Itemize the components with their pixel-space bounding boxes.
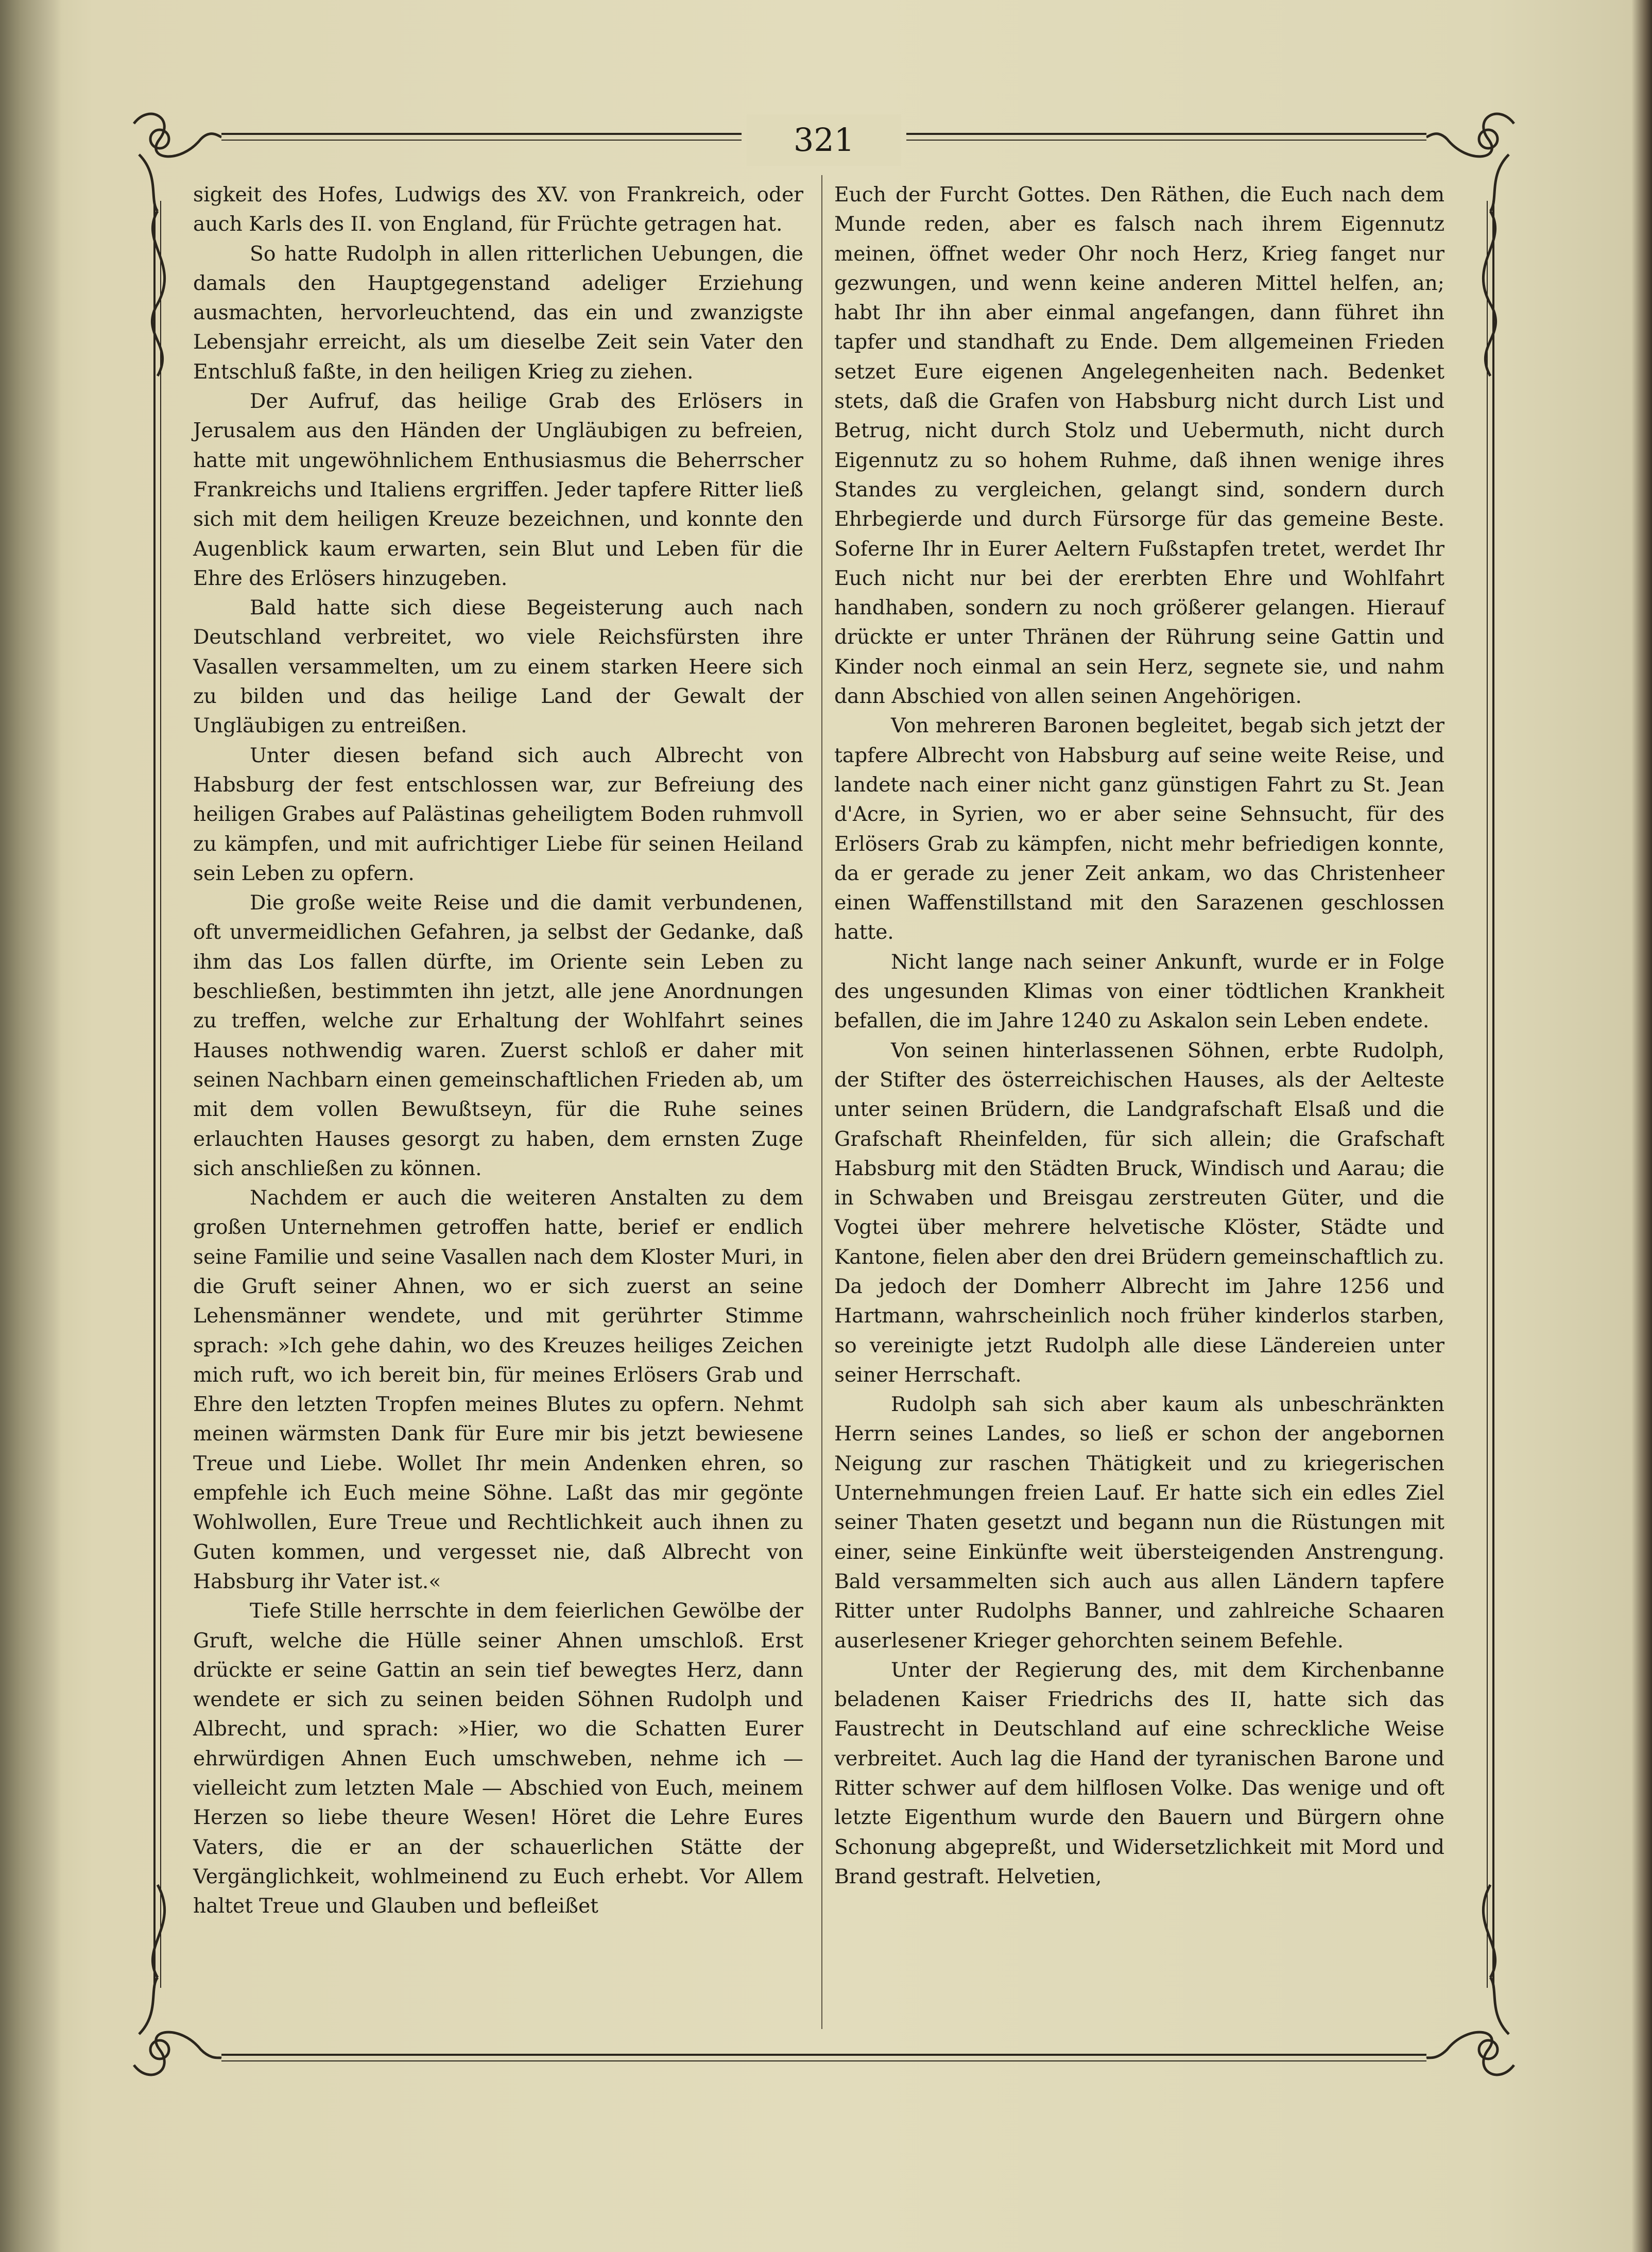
paragraph: Tiefe Stille herrschte in dem feierlichen Gewölbe der Gruft, welche die Hülle seiner Ahnen umschloß. Erst drückte er seine Gattin an sein tief bewegtes Herz, dann wendete er sich zu seinen beiden Söhnen Rudolph und Albrecht, und sprach: »Hier, wo die Schatten Eurer ehrwürdigen Ahnen Euch umschweben, nehme ich — vielleicht zum letzten Male — Abschied von Euch, meinem Herzen so liebe theure Wesen! Höret die Lehre Eures Vaters, die er an der schauerlichen Stätte der Vergänglichkeit, wohlmeinend zu Euch erhebt. Vor Allem haltet Treue und Glauben und befleißet: [193, 1600, 803, 1918]
paragraph: Unter der Regierung des, mit dem Kirchenbanne beladenen Kaiser Friedrichs des II, hatte sich das Faustrecht in Deutschland auf eine schreckliche Weise verbreitet. Auch lag die Hand der tyranischen Barone und Ritter schwer auf dem hilflosen Volke. Das wenige und oft letzte Eigenthum wurde den Bauern und Bürgern ohne Schonung abgepreßt, und Widersetzlichkeit mit Mord und Brand gestraft. Helvetien,: [834, 1658, 1444, 1888]
right-column: [834, 180, 1444, 2008]
paragraph: Von seinen hinterlassenen Söhnen, erbte Rudolph, der Stifter des österreichischen Hauses, als der Aelteste unter seinen Brüdern, die Landgrafschaft Elsaß und die Grafschaft Rheinfelden, für sich allein; die Grafschaft Habsburg mit den Städten Bruck, Windisch und Aarau; die in Schwaben und Breisgau zerstreuten Güter, und die Vogtei über mehrere helvetische Klöster, Städte und Kantone, fielen aber den drei Brüdern gemeinschaftlich zu. Da jedoch der Domherr Albrecht im Jahre 1256 und Hartmann, wahrscheinlich noch früher kinderlos starben, so vereinigte jetzt Rudolph alle diese Ländereien unter seiner Herrschaft.: [834, 1039, 1444, 1387]
paragraph: Bald hatte sich diese Begeisterung auch nach Deutschland verbreitet, wo viele Reichsfürsten ihre Vasallen versammelten, um zu einem starken Heere sich zu bilden und das heilige Land der Gewalt der Ungläubigen zu entreißen.: [193, 596, 803, 738]
paragraph: Der Aufruf, das heilige Grab des Erlösers in Jerusalem aus den Händen der Ungläubigen zu befreien, hatte mit ungewöhnlichem Enthusiasmus die Beherrscher Frankreichs und Italiens ergriffen. Jeder tapfere Ritter ließ sich mit dem heiligen Kreuze bezeichnen, und konnte den Augenblick kaum erwarten, sein Blut und Leben für die Ehre des Erlösers hinzugeben.: [193, 390, 803, 590]
book-gutter: [0, 0, 62, 2252]
paragraph: sigkeit des Hofes, Ludwigs des XV. von Frankreich, oder auch Karls des II. von England, für Früchte getragen hat.: [193, 183, 803, 236]
paragraph: Von mehreren Baronen begleitet, begab sich jetzt der tapfere Albrecht von Habsburg auf seine weite Reise, und landete nach einer nicht ganz günstigen Fahrt zu St. Jean d'Acre, in Syrien, wo er aber seine Sehnsucht, für des Erlösers Grab zu kämpfen, nicht mehr befriedigen konnte, da er gerade zu jener Zeit ankam, wo das Christenheer einen Waffenstillstand mit den Sarazenen geschlossen hatte.: [834, 714, 1444, 944]
paragraph: Rudolph sah sich aber kaum als unbeschränkten Herrn seines Landes, so ließ er schon der angebornen Neigung zur raschen Thätigkeit und zu kriegerischen Unternehmungen freien Lauf. Er hatte sich ein edles Ziel seiner Thaten gesetzt und begann nun die Rüstungen mit einer, seine Einkünfte weit übersteigenden Anstrengung. Bald versammelten sich auch aus allen Ländern tapfere Ritter unter Rudolphs Banner, und zahlreiche Schaaren auserlesener Krieger gehorchten seinem Befehle.: [834, 1393, 1444, 1653]
column-divider: [821, 175, 822, 2029]
paragraph: So hatte Rudolph in allen ritterlichen Uebungen, die damals den Hauptgegenstand adeliger Erziehung ausmachten, hervorleuchtend, das ein und zwanzigste Lebensjahr erreicht, als um dieselbe Zeit sein Vater den Entschluß faßte, in den heiligen Krieg zu ziehen.: [193, 242, 803, 384]
paragraph: Unter diesen befand sich auch Albrecht von Habsburg der fest entschlossen war, zur Befreiung des heiligen Grabes auf Palästinas geheiligtem Boden ruhmvoll zu kämpfen, und mit aufrichtiger Liebe für seinen Heiland sein Leben zu opfern.: [193, 744, 803, 885]
paragraph: Nachdem er auch die weiteren Anstalten zu dem großen Unternehmen getroffen hatte, berief er endlich seine Familie und seine Vasallen nach dem Kloster Muri, in die Gruft seiner Ahnen, wo er sich zuerst an seine Lehensmänner wendete, und mit gerührter Stimme sprach: »Ich gehe dahin, wo des Kreuzes heiliges Zeichen mich ruft, wo ich bereit bin, für meines Erlösers Grab und Ehre den letzten Tropfen meines Blutes zu opfern. Nehmt meinen wärmsten Dank für Eure mir bis jetzt bewiesene Treue und Liebe. Wollet Ihr mein Andenken ehren, so empfehle ich Euch meine Söhne. Laßt das mir gegönte Wohlwollen, Eure Treue und Rechtlichkeit auch ihnen zu Guten kommen, und vergesset nie, daß Albrecht von Habsburg ihr Vater ist.«: [193, 1187, 803, 1593]
page-edge: [1631, 0, 1652, 2252]
paragraph: Nicht lange nach seiner Ankunft, wurde er in Folge des ungesunden Klimas von einer tödtlichen Krankheit befallen, die im Jahre 1240 zu Askalon sein Leben endete.: [834, 950, 1444, 1033]
paragraph: Euch der Furcht Gottes. Den Räthen, die Euch nach dem Munde reden, aber es falsch nach ihrem Eigennutz meinen, öffnet weder Ohr noch Herz, Krieg fanget nur gezwungen, und wenn keine anderen Mittel helfen, an; habt Ihr ihn aber einmal angefangen, dann führet ihn tapfer und standhaft zu Ende. Dem allgemeinen Frieden setzet Eure eigenen Angelegenheiten nach. Bedenket stets, daß die Grafen von Habsburg nicht durch List und Betrug, nicht durch Stolz und Uebermuth, nicht durch Eigennutz zu so hohem Ruhme, daß ihnen wenige ihres Standes zu vergleichen, gelangt sind, sondern durch Ehrbegierde und durch Fürsorge für das gemeine Beste. Soferne Ihr in Eurer Aeltern Fußstapfen tretet, werdet Ihr Euch nicht nur bei der ererbten Ehre und Wohlfahrt handhaben, sondern zu noch größerer gelangen. Hierauf drückte er unter Thränen der Rührung seine Gattin und Kinder noch einmal an sein Herz, segnete sie, und nahm dann Abschied von allen seinen Angehörigen.: [834, 183, 1444, 709]
left-column: [193, 180, 803, 2008]
paragraph: Die große weite Reise und die damit verbundenen, oft unvermeidlichen Gefahren, ja selbst der Gedanke, daß ihm das Los fallen dürfte, im Oriente sein Leben zu beschließen, bestimmten ihn jetzt, alle jene Anordnungen zu treffen, welche zur Erhaltung der Wohlfahrt seines Hauses nothwendig waren. Zuerst schloß er daher mit seinen Nachbarn einen gemeinschaftlichen Frieden ab, um mit dem vollen Bewußtseyn, für die Ruhe seines erlauchten Hauses gesorgt zu haben, dem ernsten Zuge sich anschließen zu können.: [193, 891, 803, 1180]
page-number: 321: [747, 114, 901, 166]
